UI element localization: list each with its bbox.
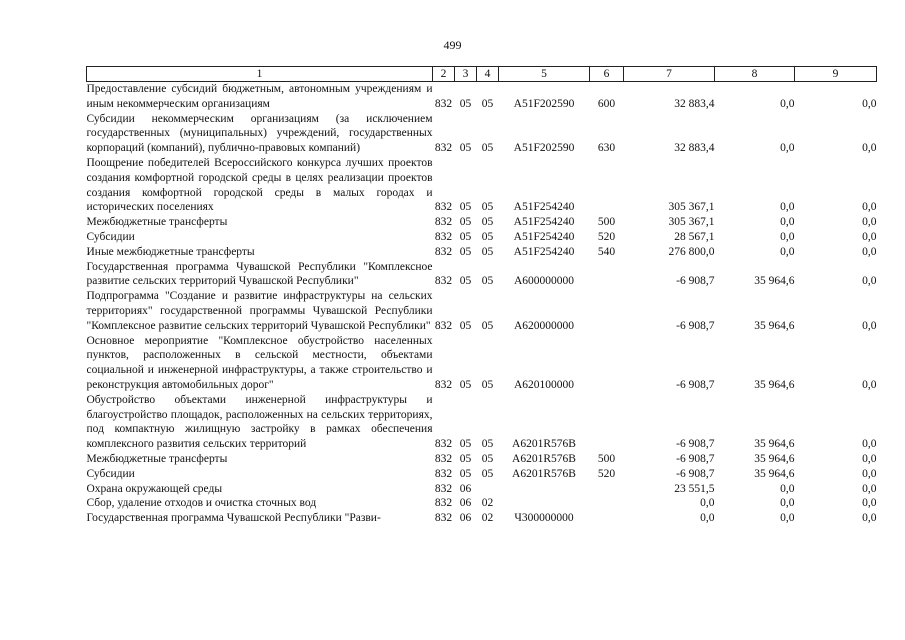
row-expense-type: 630 bbox=[597, 142, 616, 155]
row-ministry-code: 832 bbox=[434, 201, 453, 214]
row-expense-type: 540 bbox=[597, 245, 616, 258]
row-target-article: А51F202590 bbox=[513, 142, 575, 155]
row-section: 06 bbox=[459, 512, 472, 525]
row-ministry-code: 832 bbox=[434, 378, 453, 391]
table-row bbox=[87, 496, 877, 511]
row-expense-type bbox=[590, 496, 624, 511]
row-target-article: А620000000 bbox=[513, 319, 575, 332]
row-name: Субсидии некоммерческим организациям (за исключением государственных (муниципальных) учреждений, государственных корпораций (компаний), публично-правовых компаний) bbox=[86, 112, 433, 155]
table-row bbox=[87, 393, 877, 452]
row-target-article bbox=[499, 496, 590, 511]
row-name: Субсидии bbox=[86, 467, 135, 480]
row-section: 05 bbox=[459, 275, 472, 288]
row-ministry-code: 832 bbox=[434, 467, 453, 480]
row-name: Межбюджетные трансферты bbox=[86, 452, 228, 465]
row-amount-col7: -6 908,7 bbox=[676, 452, 715, 465]
row-name: Межбюджетные трансферты bbox=[86, 216, 228, 229]
row-target-article: А51F254240 bbox=[513, 230, 575, 243]
row-expense-type bbox=[590, 511, 624, 526]
row-ministry-code: 832 bbox=[434, 497, 453, 510]
row-amount-col9: 0,0 bbox=[862, 245, 877, 258]
row-amount-col7: 0,0 bbox=[700, 497, 715, 510]
table-row bbox=[87, 82, 877, 112]
row-name: Охрана окружающей среды bbox=[86, 482, 223, 495]
table-row bbox=[87, 260, 877, 290]
row-expense-type: 500 bbox=[597, 216, 616, 229]
row-target-article: Ч300000000 bbox=[514, 512, 574, 525]
row-target-article: А51F254240 bbox=[513, 245, 575, 258]
header-col-5: 5 bbox=[499, 67, 590, 82]
row-amount-col8: 0,0 bbox=[780, 230, 795, 243]
row-amount-col8: 0,0 bbox=[780, 201, 795, 214]
row-amount-col7: 305 367,1 bbox=[668, 216, 715, 229]
row-section: 06 bbox=[459, 497, 472, 510]
row-amount-col8: 35 964,6 bbox=[754, 275, 795, 288]
header-col-1: 1 bbox=[87, 67, 433, 82]
row-expense-type bbox=[590, 289, 624, 333]
row-section: 05 bbox=[459, 97, 472, 110]
table-row bbox=[87, 230, 877, 245]
row-target-article: А620100000 bbox=[513, 378, 575, 391]
table-body bbox=[87, 82, 877, 526]
row-ministry-code: 832 bbox=[434, 512, 453, 525]
row-ministry-code: 832 bbox=[434, 97, 453, 110]
row-expense-type bbox=[590, 156, 624, 215]
row-ministry-code: 832 bbox=[434, 452, 453, 465]
row-amount-col7: -6 908,7 bbox=[676, 467, 715, 480]
row-subsection: 05 bbox=[481, 97, 494, 110]
row-section: 06 bbox=[459, 482, 472, 495]
row-section: 05 bbox=[459, 452, 472, 465]
row-amount-col9: 0,0 bbox=[862, 216, 877, 229]
row-subsection: 05 bbox=[481, 142, 494, 155]
row-amount-col9: 0,0 bbox=[862, 438, 877, 451]
row-name: Основное мероприятие "Комплексное обустройство населенных пунктов, расположенных в сельской местности, объектами социальной и инженерной инфраструктуры, а также строительство и реконструкция автомобильных дорог" bbox=[86, 334, 433, 391]
row-amount-col8: 35 964,6 bbox=[754, 319, 795, 332]
row-amount-col8: 0,0 bbox=[780, 97, 795, 110]
row-name: Поощрение победителей Всероссийского конкурса лучших проектов создания комфортной городской среды в целях реализации проектов создания комфортной городской среды в малых городах и исторических поселениях bbox=[86, 156, 433, 214]
table-row bbox=[87, 245, 877, 260]
row-amount-col9: 0,0 bbox=[862, 482, 877, 495]
row-amount-col9: 0,0 bbox=[862, 512, 877, 525]
header-col-8: 8 bbox=[715, 67, 795, 82]
row-amount-col8: 35 964,6 bbox=[754, 378, 795, 391]
row-name: Сбор, удаление отходов и очистка сточных вод bbox=[86, 497, 317, 510]
table-header-row bbox=[87, 67, 877, 82]
row-subsection: 05 bbox=[481, 230, 494, 243]
row-section: 05 bbox=[459, 230, 472, 243]
row-target-article: А51F254240 bbox=[513, 216, 575, 229]
row-expense-type bbox=[590, 482, 624, 497]
row-subsection: 05 bbox=[481, 275, 494, 288]
row-ministry-code: 832 bbox=[434, 319, 453, 332]
row-amount-col8: 35 964,6 bbox=[754, 452, 795, 465]
row-subsection: 02 bbox=[481, 512, 494, 525]
row-amount-col7: 0,0 bbox=[700, 512, 715, 525]
row-name: Обустройство объектами инженерной инфраструктуры и благоустройство площадок, расположенных на сельских территориях, под компактную жилищную застройку в рамках обеспечения комплексного развития сельских территорий bbox=[86, 393, 433, 451]
header-col-9: 9 bbox=[795, 67, 877, 82]
row-expense-type: 520 bbox=[597, 230, 616, 243]
table-row bbox=[87, 482, 877, 497]
row-section: 05 bbox=[459, 438, 472, 451]
header-col-2: 2 bbox=[433, 67, 455, 82]
row-name: Иные межбюджетные трансферты bbox=[86, 245, 255, 258]
row-target-article bbox=[499, 482, 590, 497]
page-number: 499 bbox=[443, 38, 462, 52]
row-target-article: А51F254240 bbox=[513, 201, 575, 214]
row-section: 05 bbox=[459, 201, 472, 214]
header-col-4: 4 bbox=[477, 67, 499, 82]
header-col-3: 3 bbox=[455, 67, 477, 82]
row-amount-col8: 0,0 bbox=[780, 482, 795, 495]
row-amount-col9: 0,0 bbox=[862, 497, 877, 510]
row-subsection: 02 bbox=[481, 497, 494, 510]
row-expense-type bbox=[590, 393, 624, 452]
row-amount-col9: 0,0 bbox=[862, 275, 877, 288]
table-row bbox=[87, 289, 877, 333]
row-amount-col9: 0,0 bbox=[862, 452, 877, 465]
row-amount-col9: 0,0 bbox=[862, 467, 877, 480]
row-section: 05 bbox=[459, 467, 472, 480]
row-name: Подпрограмма "Создание и развитие инфраструктуры на сельских территориях" государственной программы Чувашской Республики "Комплексное развитие сельских территорий Чувашской Республики" bbox=[86, 290, 433, 332]
row-amount-col8: 0,0 bbox=[780, 245, 795, 258]
row-ministry-code: 832 bbox=[434, 245, 453, 258]
row-section: 05 bbox=[459, 319, 472, 332]
row-subsection: 05 bbox=[481, 319, 494, 332]
row-ministry-code: 832 bbox=[434, 230, 453, 243]
row-expense-type bbox=[590, 260, 624, 290]
row-expense-type bbox=[590, 334, 624, 393]
row-amount-col9: 0,0 bbox=[862, 378, 877, 391]
row-amount-col7: 305 367,1 bbox=[668, 201, 715, 214]
row-amount-col8: 0,0 bbox=[780, 216, 795, 229]
row-subsection: 05 bbox=[481, 438, 494, 451]
row-target-article: А51F202590 bbox=[513, 97, 575, 110]
row-name: Субсидии bbox=[86, 230, 135, 243]
row-ministry-code: 832 bbox=[434, 142, 453, 155]
row-amount-col8: 35 964,6 bbox=[754, 467, 795, 480]
row-amount-col9: 0,0 bbox=[862, 230, 877, 243]
row-amount-col8: 35 964,6 bbox=[754, 438, 795, 451]
row-amount-col7: 276 800,0 bbox=[668, 245, 715, 258]
row-ministry-code: 832 bbox=[434, 216, 453, 229]
row-amount-col8: 0,0 bbox=[780, 497, 795, 510]
budget-table bbox=[86, 66, 877, 526]
row-section: 05 bbox=[459, 142, 472, 155]
row-amount-col7: -6 908,7 bbox=[676, 438, 715, 451]
row-section: 05 bbox=[459, 216, 472, 229]
row-target-article: А6201R576В bbox=[512, 452, 576, 465]
row-subsection bbox=[477, 482, 499, 497]
row-subsection: 05 bbox=[481, 467, 494, 480]
row-subsection: 05 bbox=[481, 216, 494, 229]
row-amount-col7: -6 908,7 bbox=[676, 275, 715, 288]
row-name: Предоставление субсидий бюджетным, автономным учреждениям и иным некоммерческим организациям bbox=[86, 83, 433, 110]
row-name: Государственная программа Чувашской Республики "Комплексное развитие сельских территорий Чувашской Республики" bbox=[86, 260, 433, 288]
row-subsection: 05 bbox=[481, 378, 494, 391]
row-amount-col7: 32 883,4 bbox=[674, 97, 715, 110]
row-amount-col9: 0,0 bbox=[862, 201, 877, 214]
row-target-article: А6201R576В bbox=[512, 467, 576, 480]
row-expense-type: 500 bbox=[597, 452, 616, 465]
row-amount-col7: -6 908,7 bbox=[676, 319, 715, 332]
row-subsection: 05 bbox=[481, 245, 494, 258]
row-amount-col9: 0,0 bbox=[862, 97, 877, 110]
table-row bbox=[87, 112, 877, 156]
row-target-article: А600000000 bbox=[513, 275, 575, 288]
row-amount-col8: 0,0 bbox=[780, 142, 795, 155]
row-amount-col7: 23 551,5 bbox=[674, 482, 715, 495]
header-col-6: 6 bbox=[590, 67, 624, 82]
row-section: 05 bbox=[459, 245, 472, 258]
row-ministry-code: 832 bbox=[434, 275, 453, 288]
row-amount-col8: 0,0 bbox=[780, 512, 795, 525]
row-expense-type: 600 bbox=[597, 97, 616, 110]
table-row bbox=[87, 215, 877, 230]
row-amount-col7: -6 908,7 bbox=[676, 378, 715, 391]
row-amount-col9: 0,0 bbox=[862, 319, 877, 332]
row-amount-col7: 28 567,1 bbox=[674, 230, 715, 243]
row-subsection: 05 bbox=[481, 201, 494, 214]
table-row bbox=[87, 511, 877, 526]
table-row bbox=[87, 334, 877, 393]
row-amount-col7: 32 883,4 bbox=[674, 142, 715, 155]
row-ministry-code: 832 bbox=[434, 438, 453, 451]
row-section: 05 bbox=[459, 378, 472, 391]
row-amount-col9: 0,0 bbox=[862, 142, 877, 155]
row-expense-type: 520 bbox=[597, 467, 616, 480]
row-name: Государственная программа Чувашской Республики "Разви- bbox=[86, 512, 381, 525]
row-subsection: 05 bbox=[481, 452, 494, 465]
row-ministry-code: 832 bbox=[434, 482, 453, 495]
header-col-7: 7 bbox=[624, 67, 715, 82]
table-row bbox=[87, 467, 877, 482]
table-row bbox=[87, 156, 877, 215]
table-row bbox=[87, 452, 877, 467]
row-target-article: А6201R576В bbox=[512, 438, 576, 451]
